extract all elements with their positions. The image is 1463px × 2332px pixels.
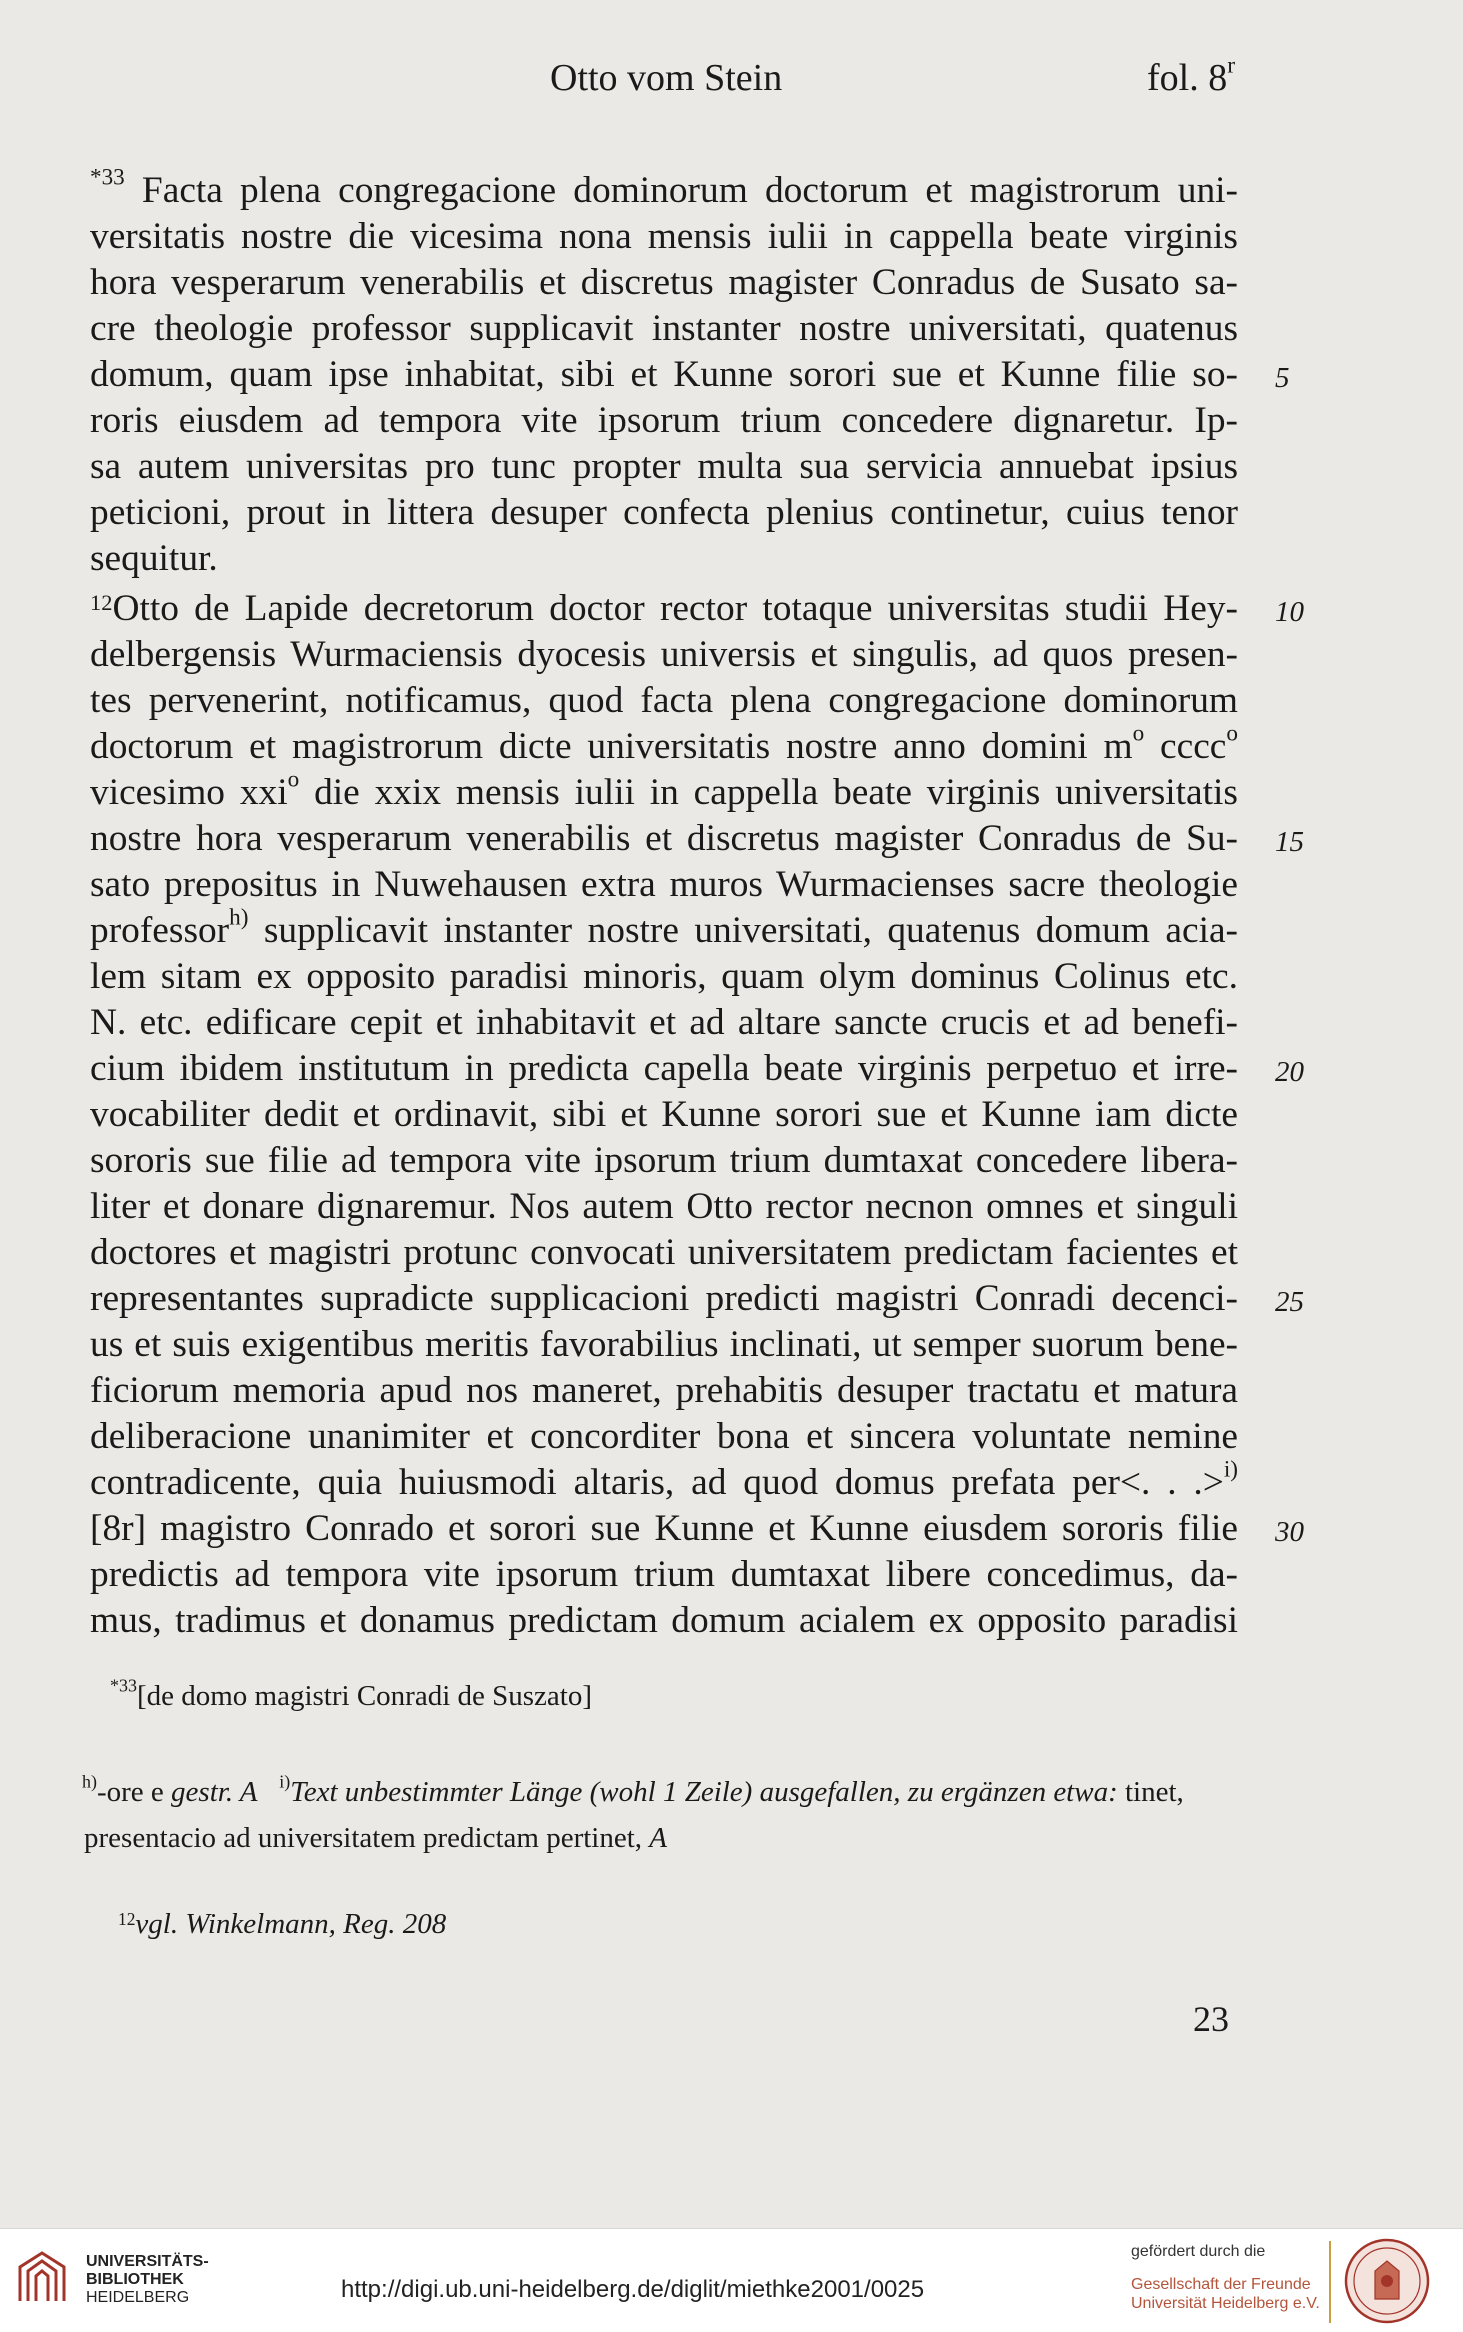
sponsor-name: Gesellschaft der Freunde Universität Heidelberg e.V. (1131, 2276, 1320, 2312)
paragraph2-line-21: [8r] magistro Conrado et sorori sue Kunne et Kunne eiusdem sororis filie (90, 1508, 1238, 1549)
paragraph1-line-5: domum, quam ipse inhabitat, sibi et Kunne sorori sue et Kunne filie so- (90, 354, 1238, 395)
paragraph2-line-1: $^{12}$Otto de Lapide decretorum doctor rector totaque universitas studii Hey- (90, 588, 1238, 629)
line-number: 15 (1275, 826, 1304, 858)
paragraph2-line-2: delbergensis Wurmaciensis dyocesis universis et singulis, ad quos presen- (90, 634, 1238, 675)
footnote-ref-i: i) (1223, 1456, 1238, 1483)
paragraph2-line-22: predictis ad tempora vite ipsorum trium dumtaxat libere concedimus, da- (90, 1554, 1238, 1595)
line-number: 20 (1275, 1056, 1304, 1088)
paragraph2-line-17: us et suis exigentibus meritis favorabilius inclinati, ut semper suorum bene- (90, 1324, 1238, 1365)
line-number: 25 (1275, 1286, 1304, 1318)
line-number: 10 (1275, 596, 1304, 628)
page-number: 23 (1193, 1999, 1229, 2039)
paragraph2-line-3: tes pervenerint, notificamus, quod facta plena congregacione dominorum (90, 680, 1238, 721)
paragraph2-line-8: professor$^{h)}$ supplicavit instanter nostre universitati, quatenus domum acia- (90, 904, 1238, 951)
line-number: 30 (1275, 1516, 1304, 1548)
paragraph1-line-3: hora vesperarum venerabilis et discretus magister Conradus de Susato sa- (90, 262, 1238, 303)
permalink-url[interactable]: http://digi.ub.uni-heidelberg.de/diglit/miethke2001/0025 (341, 2276, 925, 2303)
running-head-title: Otto vom Stein (550, 57, 783, 99)
paragraph1-line-2: versitatis nostre die vicesima nona mensis iulii in cappella beate virginis (90, 216, 1238, 257)
footer-bar (0, 2228, 1463, 2332)
paragraph2-line-13: sororis sue filie ad tempora vite ipsorum trium dumtaxat concedere libera- (90, 1140, 1238, 1181)
paragraph2-line-12: vocabiliter dedit et ordinavit, sibi et Kunne sorori sue et Kunne iam dicte (90, 1094, 1238, 1135)
footer-divider (1329, 2241, 1331, 2323)
paragraph2-line-6: nostre hora vesperarum venerabilis et discretus magister Conradus de Su- (90, 818, 1238, 859)
paragraph2-line-9: lem sitam ex opposito paradisi minoris, quam olym dominus Colinus etc. (90, 956, 1238, 997)
folio-superscript: r (1227, 52, 1236, 79)
paragraph1-line-8: peticioni, prout in littera desuper confecta plenius continetur, cuius tenor (90, 492, 1238, 533)
sponsor-intro: gefördert durch die (1131, 2243, 1266, 2260)
library-logo-icon (14, 2249, 70, 2307)
paragraph1-line-7: sa autem universitas pro tunc propter multa sua servicia annuebat ipsius (90, 446, 1238, 487)
paragraph2-line-14: liter et donare dignaremur. Nos autem Otto rector necnon omnes et singuli (90, 1186, 1238, 1227)
paragraph2-line-10: N. etc. edificare cepit et inhabitavit et ad altare sancte crucis et ad benefi- (90, 1002, 1238, 1043)
paragraph2-line-15: doctores et magistri protunc convocati universitatem predictam facientes et (90, 1232, 1238, 1273)
paragraph2-line-19: deliberacione unanimiter et concorditer bona et sincera voluntate nemine (90, 1416, 1238, 1457)
paragraph2-line-11: cium ibidem institutum in predicta capella beate virginis perpetuo et irre- (90, 1048, 1238, 1089)
paragraph2-line-18: ficiorum memoria apud nos maneret, prehabitis desuper tractatu et matura (90, 1370, 1238, 1411)
paragraph2-line-16: representantes supradicte supplicacioni predicti magistri Conradi decenci- (90, 1278, 1238, 1319)
running-head-folio (1147, 52, 1236, 100)
paragraph1-line-4: cre theologie professor supplicavit instanter nostre universitati, quatenus (90, 308, 1238, 349)
line-number: 5 (1275, 362, 1290, 394)
paragraph1-marker: *33 (90, 164, 125, 191)
folio-label: fol. 8 (1147, 57, 1228, 99)
paragraph2-line-5: vicesimo xxi$^o$ die xxix mensis iulii in cappella beate virginis universitatis (90, 766, 1238, 813)
paragraph2-line-20: contradicente, quia huiusmodi altaris, ad quod domus prefata per<. . .>$^{i)}$ (90, 1456, 1238, 1503)
library-name: UNIVERSITÄTS- BIBLIOTHEK HEIDELBERG (86, 2253, 209, 2306)
paragraph2-marker: 12 (90, 589, 113, 615)
university-seal-icon (1343, 2237, 1431, 2325)
reference-note: $^{12}$vgl. Winkelmann, Reg. 208 (118, 1908, 447, 1940)
paragraph1-line-1: $^{*33}$ Facta plena congregacione dominorum doctorum et magistrorum uni- (90, 164, 1238, 211)
paragraph1-line-6: roris eiusdem ad tempora vite ipsorum trium concedere dignaretur. Ip- (90, 400, 1238, 441)
paragraph2-line-7: sato prepositus in Nuwehausen extra muros Wurmacienses sacre theologie (90, 864, 1238, 905)
paragraph2-line-23: mus, tradimus et donamus predictam domum acialem ex opposito paradisi (90, 1600, 1238, 1641)
footnote-h-i: $^{h)}$-ore e gestr. A $^{i)}$Text unbestimmter Länge (wohl 1 Zeile) ausgefallen, zu ergänzen etwa: tinet, (82, 1771, 1184, 1808)
footnote-ref-h: h) (229, 904, 249, 931)
footnote-i-continued: presentacio ad universitatem predictam pertinet, A (84, 1822, 667, 1854)
paragraph2-line-4: doctorum et magistrorum dicte universitatis nostre anno domini $m^o$ cccc$^o$ (90, 720, 1239, 767)
paragraph1-line-9: sequitur. (90, 538, 218, 579)
marginal-note: $^{*33}$[de domo magistri Conradi de Suszato] (110, 1675, 593, 1712)
